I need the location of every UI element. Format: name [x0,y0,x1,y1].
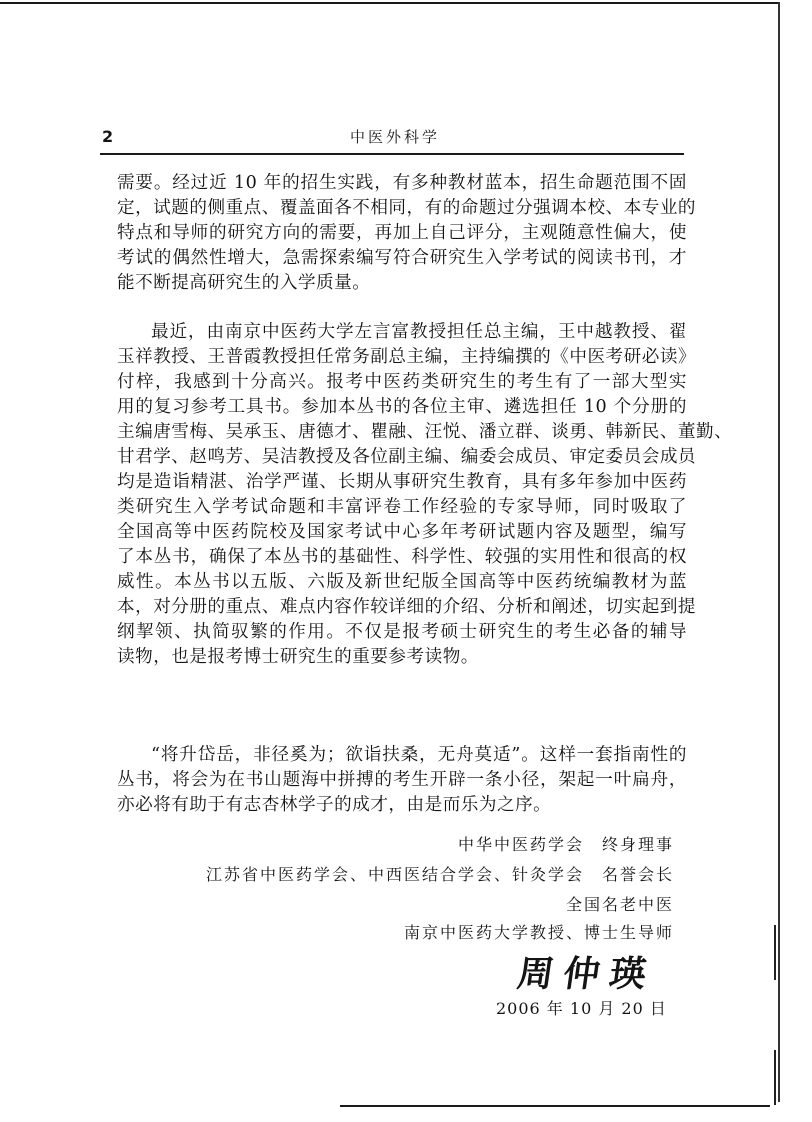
text-line: “将升岱岳，非径奚为；欲诣扶桑，无舟莫适”。这样一套指南性的 [151,745,687,765]
text-line: 用的复习参考工具书。参加本丛书的各位主审、遴选担任 10 个分册的 [117,397,687,417]
text-line: 纲挈领、执简驭繁的作用。不仅是报考硕士研究生的考生必备的辅导 [117,622,687,642]
edge-scan-mark [774,1050,776,1105]
text-line: 考试的偶然性增大，急需探索编写符合研究生入学考试的阅读书刊，才 [117,248,687,268]
text-line: 玉祥教授、王普霞教授担任常务副总主编，主持编撰的《中医考研必读》 [117,347,697,367]
text-line: 类研究生入学考试命题和丰富评卷工作经验的专家导师，同时吸取了 [117,497,687,517]
page-right-border [778,2,780,1102]
text-line: 均是造诣精湛、治学严谨、长期从事研究生教育，具有多年参加中医药 [117,472,687,492]
signature-title-1: 中华中医药学会 终身理事 [457,835,674,854]
text-line: 能不断提高研究生的入学质量。 [117,273,371,293]
signature-title-3: 全国名老中医 [565,895,674,914]
paragraph-2 [117,320,733,670]
page-top-border [0,2,780,4]
text-line: 丛书，将会为在书山题海中拼搏的考生开辟一条小径，架起一叶扁舟， [117,770,687,790]
edge-scan-mark [774,925,776,980]
text-line: 威性。本丛书以五版、六版及新世纪版全国高等中医药统编教材为蓝 [117,572,687,592]
text-line: 全国高等中医药院校及国家考试中心多年考研试题内容及题型，编写 [117,522,687,542]
page-bottom-border [340,1105,770,1107]
running-head: 中医外科学 [349,128,440,146]
handwritten-signature: 周仲瑛 [514,953,659,995]
text-line: 定，试题的侧重点、覆盖面各不相同，有的命题过分强调本校、本专业的 [117,198,697,218]
text-line: 本，对分册的重点、难点内容作较详细的介绍、分析和阐述，切实起到提 [117,597,697,617]
signature-title-4: 南京中医药大学教授、博士生导师 [403,923,674,942]
text-line: 付梓，我感到十分高兴。报考中医药类研究生的考生有了一部大型实 [117,372,687,392]
text-line: 甘君学、赵鸣芳、吴洁教授及各位副主编、编委会成员、审定委员会成员 [117,447,697,467]
text-line: 需要。经过近 10 年的招生实践，有多种教材蓝本，招生命题范围不固 [117,173,687,193]
text-line: 特点和导师的研究方向的需要，再加上自己评分，主观随意性偏大，使 [117,223,687,243]
header-rule [100,153,684,155]
signature-title-2: 江苏省中医药学会、中西医结合学会、针灸学会 名誉会长 [205,865,674,884]
text-line: 亦必将有助于有志杏林学子的成才，由是而乐为之序。 [117,795,552,815]
text-line: 最近，由南京中医药大学左言富教授担任总主编，王中越教授、翟 [151,322,687,342]
text-line: 读物，也是报考博士研究生的重要参考读物。 [117,647,479,667]
page-number: 2 [102,127,114,146]
text-line: 了本丛书，确保了本丛书的基础性、科学性、较强的实用性和很高的权 [117,547,687,567]
paragraph-1 [117,171,697,296]
signature-date: 2006 年 10 月 20 日 [496,999,667,1018]
paragraph-3 [117,743,687,818]
text-line: 主编唐雪梅、吴承玉、唐德才、瞿融、汪悦、潘立群、谈勇、韩新民、董勤、 [117,422,733,442]
